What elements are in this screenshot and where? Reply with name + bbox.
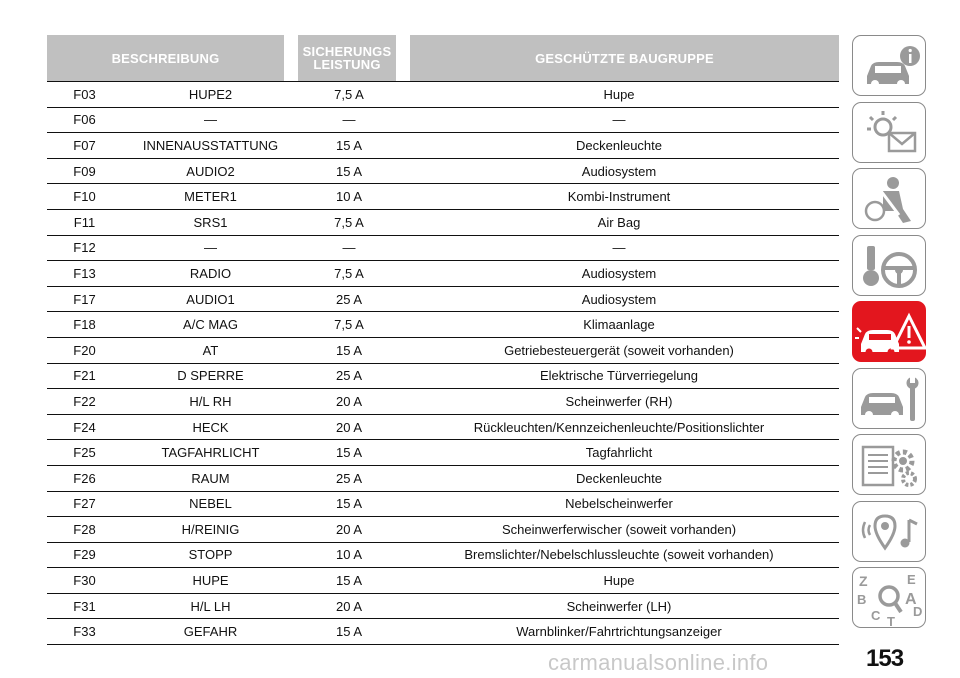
amperage-cell: — [342,112,356,128]
car-crash-warning-icon [853,302,927,363]
component-cell: Bremslichter/Nebelschlussleuchte (soweit vorhanden) [464,547,774,563]
table-row [47,568,839,594]
key-steering-wheel-icon [853,236,927,297]
fuse-name-cell: HECK [192,419,229,435]
fuse-name-cell: — [204,240,217,256]
table-row [47,364,839,390]
fuse-id-cell: F18 [73,317,96,333]
amperage-cell: 10 A [335,189,363,205]
table-header [47,35,839,82]
fuse-id-cell: F20 [73,342,96,358]
index-letter: T [887,614,895,629]
alphabetical-index-icon [853,568,927,629]
fuse-id-cell: F13 [73,265,96,281]
table-row [47,210,839,236]
fuse-name-cell: HUPE [192,573,229,589]
table-row [47,440,839,466]
component-cell: Hupe [603,573,635,589]
table-row [47,466,839,492]
table-row [47,389,839,415]
table-row [47,287,839,313]
amperage-cell: 7,5 A [334,265,364,281]
magnifier-icon [880,587,898,605]
amperage-cell: 7,5 A [334,317,364,333]
fuse-id-cell: F11 [73,214,96,230]
fuse-id-cell: F21 [73,368,96,384]
amperage-cell: 20 A [335,521,363,537]
tab-safety[interactable] [852,168,926,229]
component-cell: Kombi-Instrument [567,189,671,205]
fuse-name-cell: AUDIO2 [186,163,235,179]
fuse-id-cell: F07 [73,137,96,153]
table-row [47,82,839,108]
component-cell: Deckenleuchte [576,137,662,153]
component-cell: Audiosystem [581,163,657,179]
fuse-name-cell: NEBEL [189,496,232,512]
warning-lights-mail-icon [853,103,927,164]
fuse-name-cell: RAUM [191,470,230,486]
header-description: BESCHREIBUNG [47,35,284,81]
component-cell: Scheinwerfer (LH) [566,598,672,614]
fuse-id-cell: F25 [73,445,96,461]
component-cell: Scheinwerferwischer (soweit vorhanden) [501,521,737,537]
amperage-cell: 7,5 A [334,86,364,102]
car-info-icon [853,36,927,97]
tab-specifications[interactable] [852,434,926,495]
fuse-name-cell: H/L RH [189,393,232,409]
amperage-cell: 15 A [335,342,363,358]
amperage-cell: 25 A [335,291,363,307]
amperage-cell: — [342,240,356,256]
index-letter: B [857,592,867,607]
component-cell: Hupe [603,86,635,102]
fuse-id-cell: F27 [73,496,96,512]
component-cell: Audiosystem [581,265,657,281]
component-cell: Rückleuchten/Kennzeichenleuchte/Positionslichter [473,419,765,435]
fuse-name-cell: AT [202,342,219,358]
component-cell: — [612,112,626,128]
component-cell: Elektrische Türverriegelung [540,368,698,384]
amperage-cell: 15 A [335,137,363,153]
fuse-name-cell: METER1 [184,189,237,205]
amperage-cell: 15 A [335,624,363,640]
amperage-cell: 7,5 A [334,214,364,230]
table-row [47,133,839,159]
seat-belt-person-icon [853,169,927,230]
index-letter: C [871,608,881,623]
table-row [47,338,839,364]
tab-car-info[interactable] [852,35,926,96]
table-row [47,619,839,645]
amperage-cell: 15 A [335,496,363,512]
fuse-id-cell: F31 [73,598,96,614]
fuse-name-cell: GEFAHR [183,624,238,640]
fuse-id-cell: F03 [73,86,96,102]
fuse-name-cell: SRS1 [193,214,228,230]
fuse-name-cell: TAGFAHRLICHT [161,445,260,461]
component-cell: Audiosystem [581,291,657,307]
header-spacer [396,35,410,81]
table-row [47,236,839,262]
table-row [47,543,839,569]
component-cell: Nebelscheinwerfer [565,496,673,512]
tab-warning-lights[interactable] [852,102,926,163]
amperage-cell: 25 A [335,368,363,384]
fuse-name-cell: D SPERRE [177,368,244,384]
car-wrench-icon [853,369,927,430]
amperage-cell: 10 A [335,547,363,563]
header-amperage-line1: SICHERUNGS [302,44,392,59]
watermark: carmanualsonline.info [548,650,769,675]
index-letter: D [913,604,923,619]
fuse-id-cell: F17 [73,291,96,307]
header-amperage-line2: LEISTUNG [313,57,381,72]
index-letter: A [905,591,917,608]
fuse-name-cell: H/L LH [190,598,231,614]
fuse-id-cell: F33 [73,624,96,640]
fuse-id-cell: F28 [73,521,96,537]
fuse-id-cell: F30 [73,573,96,589]
fuse-name-cell: HUPE2 [188,86,233,102]
component-cell: Scheinwerfer (RH) [565,393,673,409]
amperage-cell: 15 A [335,573,363,589]
tab-multimedia[interactable] [852,501,926,562]
component-cell: Warnblinker/Fahrtrichtungsanzeiger [516,624,722,640]
fuse-name-cell: STOPP [188,547,233,563]
fuse-table [47,35,839,645]
table-body [47,82,839,645]
fuse-id-cell: F22 [73,393,96,409]
tab-maintenance[interactable] [852,368,926,429]
fuse-id-cell: F26 [73,470,96,486]
fuse-id-cell: F24 [73,419,96,435]
fuse-name-cell: INNENAUSSTATTUNG [142,137,279,153]
tab-starting-driving[interactable] [852,235,926,296]
amperage-cell: 15 A [335,445,363,461]
header-amperage [298,35,396,81]
table-row [47,415,839,441]
table-row [47,184,839,210]
table-row [47,312,839,338]
amperage-cell: 15 A [335,163,363,179]
fuse-id-cell: F29 [73,547,96,563]
amperage-cell: 20 A [335,393,363,409]
index-letter: E [907,572,916,587]
fuse-name-cell: RADIO [189,265,232,281]
component-cell: Air Bag [597,214,641,230]
table-row [47,517,839,543]
table-row [47,159,839,185]
page-number: 153 [866,645,904,672]
component-cell: Tagfahrlicht [585,445,653,461]
header-spacer [284,35,298,81]
fuse-name-cell: — [204,112,217,128]
component-cell: — [612,240,626,256]
multimedia-music-icon [853,502,927,563]
fuse-name-cell: A/C MAG [183,317,238,333]
tab-index[interactable] [852,567,926,628]
table-row [47,108,839,134]
specifications-gear-icon [853,435,927,496]
header-component: GESCHÜTZTE BAUGRUPPE [410,35,839,81]
table-row [47,261,839,287]
amperage-cell: 20 A [335,419,363,435]
component-cell: Getriebesteuergerät (soweit vorhanden) [504,342,734,358]
fuse-id-cell: F12 [73,240,96,256]
fuse-id-cell: F06 [73,112,96,128]
index-letter: Z [859,573,868,589]
fuse-name-cell: H/REINIG [181,521,240,537]
table-row [47,594,839,620]
amperage-cell: 20 A [335,598,363,614]
component-cell: Deckenleuchte [576,470,662,486]
table-row [47,492,839,518]
tab-emergency[interactable] [852,301,926,362]
fuse-id-cell: F10 [73,189,96,205]
component-cell: Klimaanlage [583,317,655,333]
fuse-id-cell: F09 [73,163,96,179]
magnifier-handle [895,603,901,612]
fuse-name-cell: AUDIO1 [186,291,235,307]
amperage-cell: 25 A [335,470,363,486]
